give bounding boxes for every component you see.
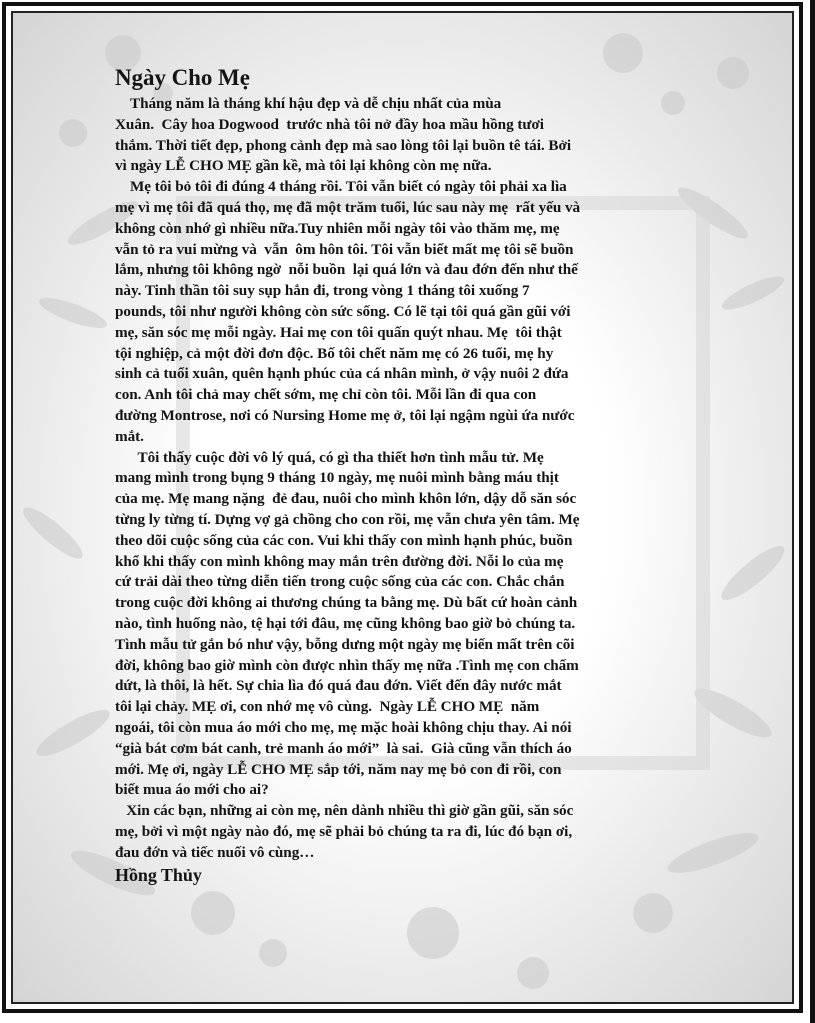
paragraph-1: Tháng năm là tháng khí hậu đẹp và dễ chịu nhất của mùa Xuân. Cây hoa Dogwood trước nhà tôi nở đầy hoa mầu hồng tươi thắm. Thời tiết đẹp, phong cảnh đẹp mà sao lòng tôi lại buồn tê tái. Bởi vì ngày LỄ CHO MẸ gần kề, mà tôi lại không còn mẹ nữa.: [115, 95, 571, 175]
paragraph-3: Tôi thấy cuộc đời vô lý quá, có gì tha thiết hơn tình mẫu tử. Mẹ mang mình trong bụng 9 tháng 10 ngày, mẹ nuôi mình bằng máu thịt của mẹ. Mẹ mang nặng đẻ đau, nuôi cho mình khôn lớn, dậy dỗ săn sóc từng ly từng tí. Dựng vợ gả chồng cho con rồi, mẹ vẫn chưa yên tâm. Mẹ theo dõi cuộc sống của các con. Vui khi thấy con mình hạnh phúc, buồn khổ khi thấy con mình không may mắn trên đường đời. Nỗi lo của mẹ cứ trải dài theo từng diễn tiến trong cuộc sống của các con. Chắc chắn trong cuộc đời không ai thương chúng ta bằng mẹ. Dù bất cứ hoàn cảnh nào, tình huống nào, tệ hại tới đâu, mẹ cũng không bao giờ bỏ chúng ta. Tình mẫu tử gắn bó như vậy, bỗng dưng một ngày mẹ biến mất trên cõi đời, không bao giờ mình còn được nhìn thấy mẹ nữa .Tình mẹ con chấm dứt, là thôi, là hết. Sự chia lìa đó quá đau đớn. Viết đến đây nước mắt tôi lại chảy. MẸ ơi, con nhớ mẹ vô cùng. Ngày LỄ CHO MẸ năm ngoái, tôi còn mua áo mới cho mẹ, mẹ mặc hoài không chịu thay. Ai nói “già bát cơm bát canh, trẻ manh áo mới” là sai. Già cũng vẫn thích áo mới. Mẹ ơi, ngày LỄ CHO MẸ sắp tới, năm nay mẹ bỏ con đi rồi, con biết mua áo mới cho ai?: [115, 448, 580, 799]
article-title: Ngày Cho Mẹ: [115, 65, 250, 90]
right-edge-bar: [810, 0, 815, 1023]
paragraph-2: Mẹ tôi bỏ tôi đi đúng 4 tháng rồi. Tôi vẫn biết có ngày tôi phải xa lìa mẹ vì mẹ tôi đã quá thọ, mẹ đã một trăm tuổi, lúc sau này mẹ rất yếu và không còn nhớ gì nhiều nữa.Tuy nhiên mỗi ngày tôi vào thăm mẹ, mẹ vẫn tỏ ra vui mừng và vẫn ôm hôn tôi. Tôi vẫn biết mất mẹ tôi sẽ buồn lắm, nhưng tôi không ngờ nỗi buồn lại quá lớn và đau đớn đến như thế này. Tinh thần tôi suy sụp hẳn đi, trong vòng 1 tháng tôi xuống 7 pounds, tôi như người không còn sức sống. Có lẽ tại tôi quá gần gũi với mẹ, săn sóc mẹ mỗi ngày. Hai mẹ con tôi quấn quýt nhau. Mẹ tôi thật tội nghiệp, cả một đời đơn độc. Bố tôi chết năm mẹ có 26 tuổi, mẹ hy sinh cả tuổi xuân, quên hạnh phúc của cá nhân mình, ở vậy nuôi 2 đứa con. Anh tôi chả may chết sớm, mẹ chỉ còn tôi. Mỗi lần đi qua con đường Montrose, nơi có Nursing Home mẹ ở, tôi lại ngậm ngùi ứa nước mắt.: [115, 178, 581, 445]
article: [115, 64, 705, 886]
author-signature: Hồng Thủy: [115, 865, 202, 886]
paragraph-4: Xin các bạn, những ai còn mẹ, nên dành nhiều thì giờ gần gũi, săn sóc mẹ, bởi vì một ngày nào đó, mẹ sẽ phải bỏ chúng ta ra đi, lúc đó bạn ơi, đau đớn và tiếc nuối vô cùng…: [115, 802, 574, 861]
